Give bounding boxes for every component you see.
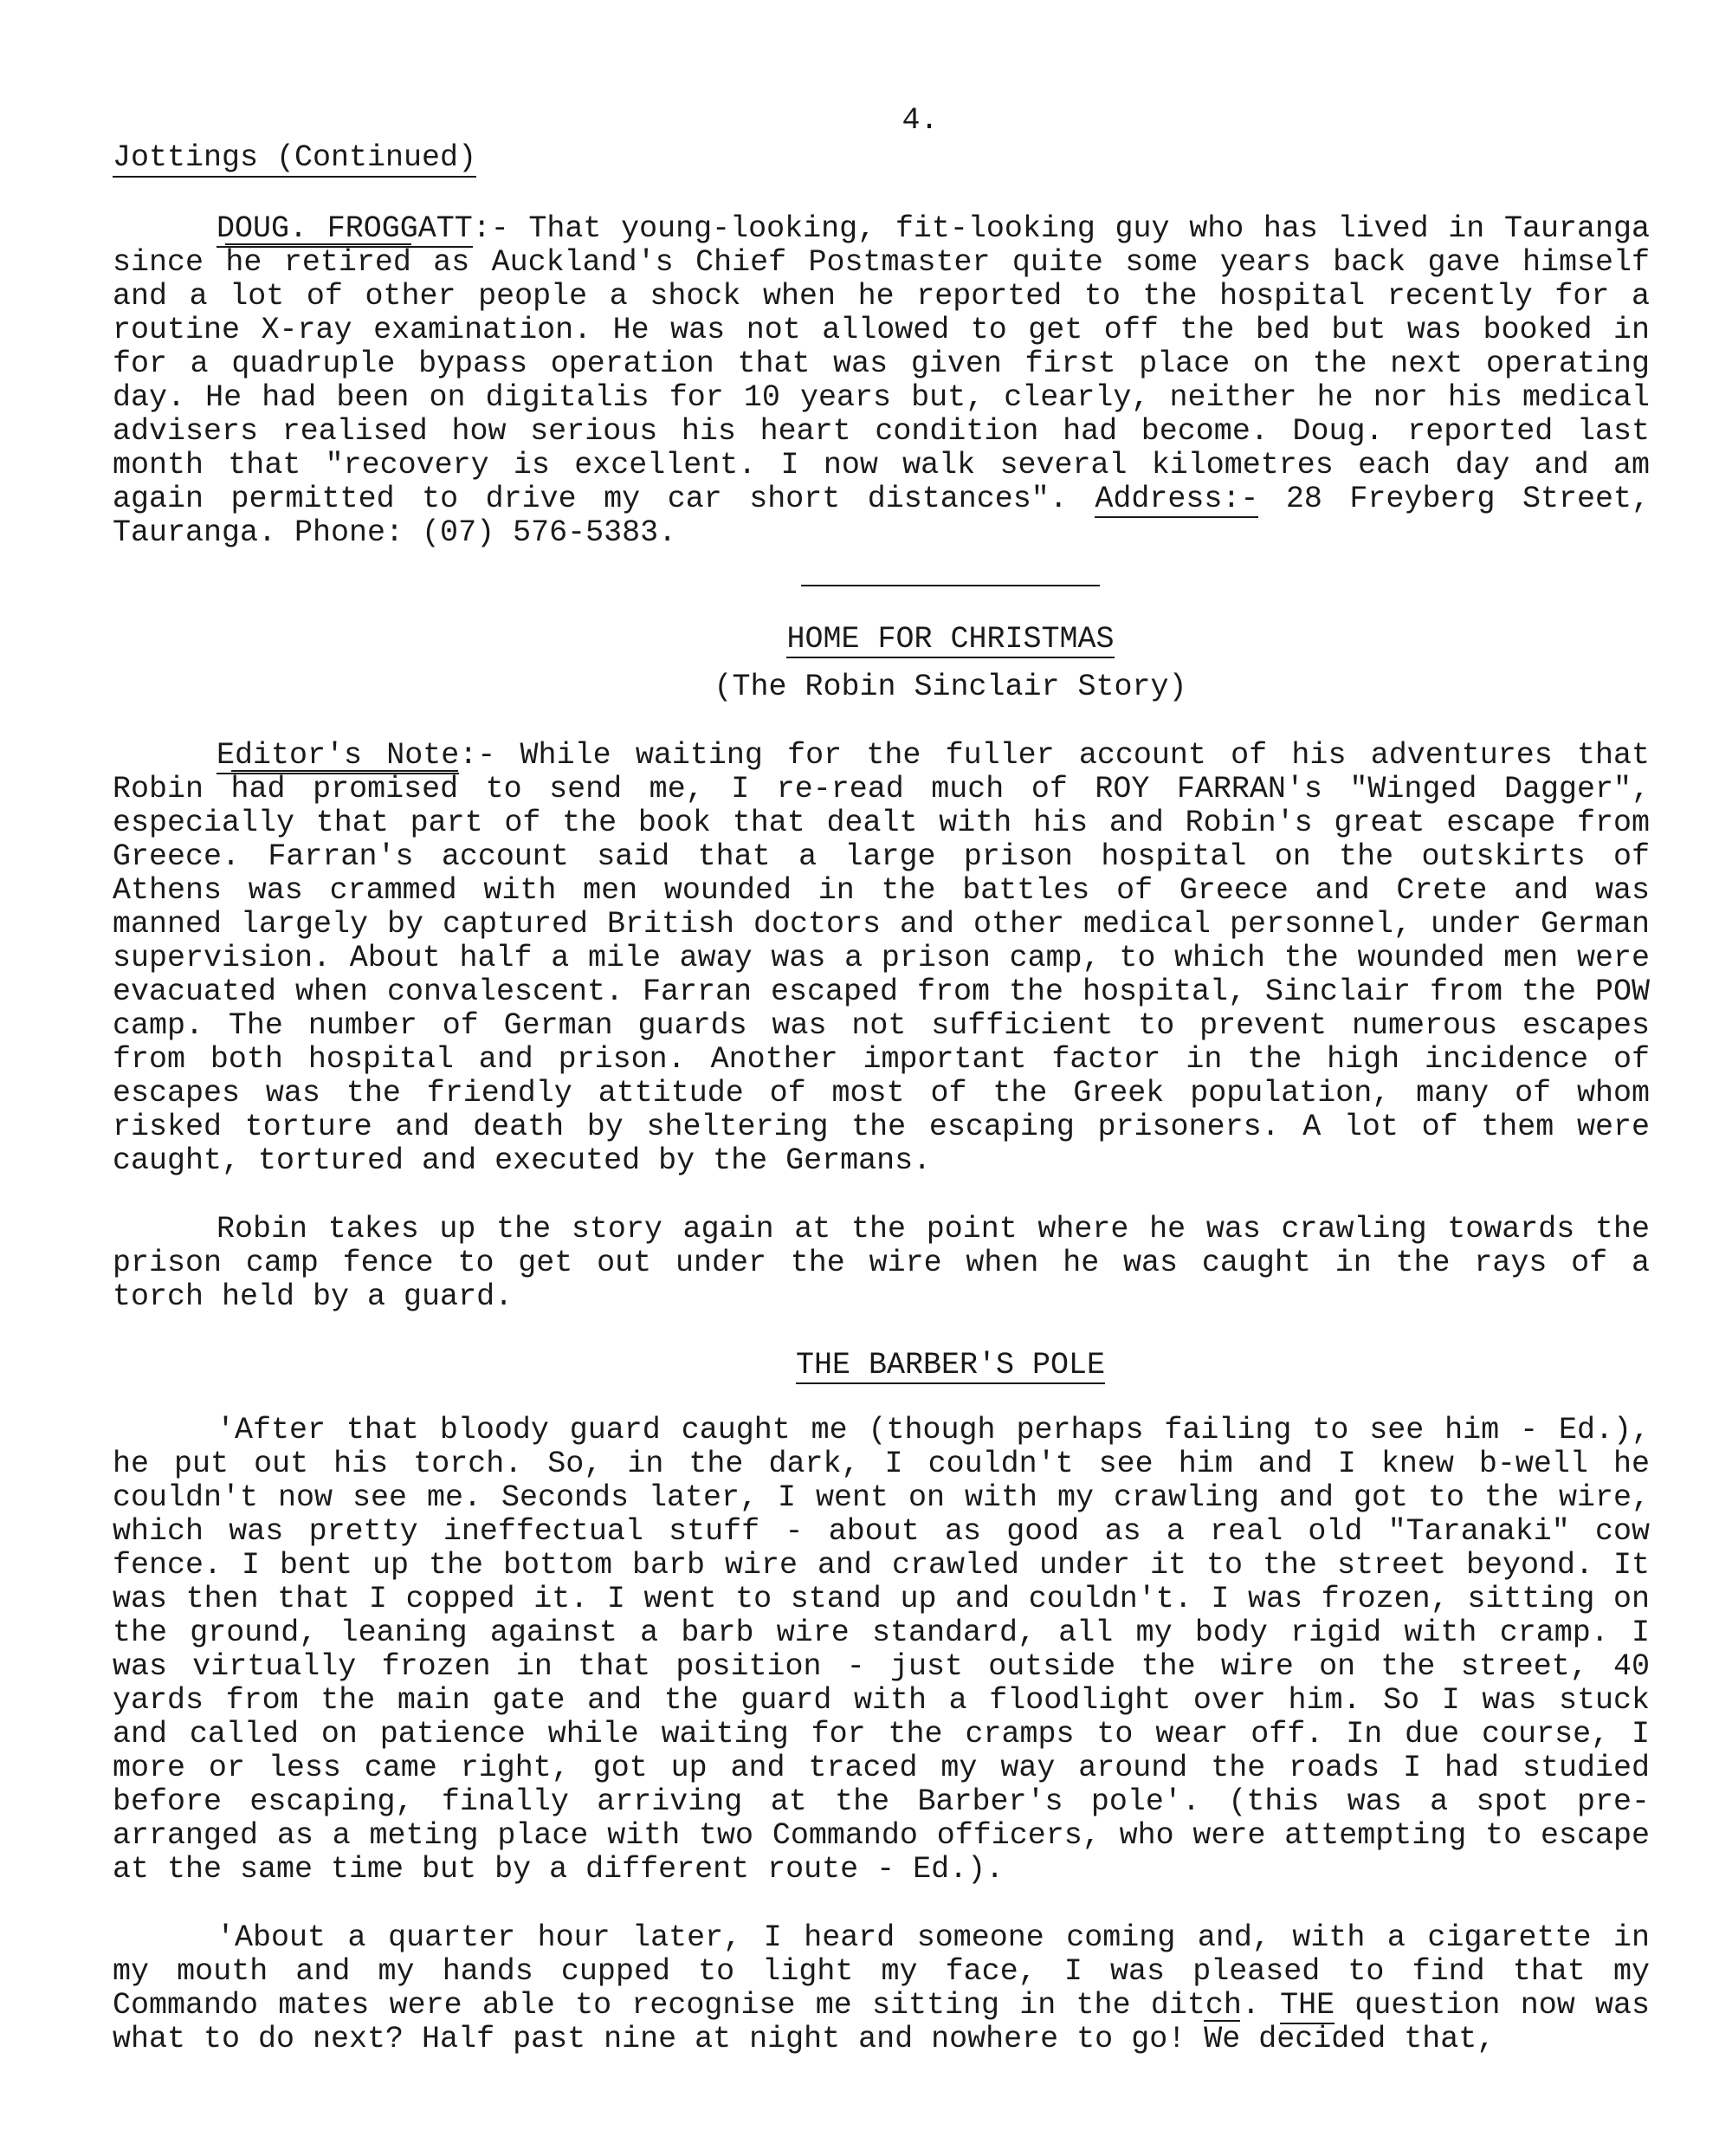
editors-note-promised: had promised	[230, 772, 459, 806]
barber-heading-text: THE BARBER'S POLE	[795, 1348, 1106, 1382]
editors-note-paragraph	[113, 739, 1650, 1178]
robin-paragraph: Robin takes up the story again at the point where he was crawling towards the prison camp fence to get out under the wire when he was caught in the rays of a torch held by a guard.	[113, 1212, 1650, 1314]
barber-p2-we: We	[1204, 2022, 1241, 2056]
barber-heading	[113, 1349, 1650, 1382]
froggatt-address-label: Address:-	[1095, 482, 1259, 516]
section-divider	[801, 585, 1100, 586]
jottings-heading: Jottings (Continued)	[113, 141, 476, 178]
barber-paragraph-1: 'After that bloody guard caught me (though perhaps failing to see him - Ed.), he put out his torch. So, in the dark, I couldn't see him and I knew b-well he couldn't now see me. Seconds later, I went on with my crawling and got to the wire, which was pretty ineffectual stuff - about as good as a real old "Taranaki" cow fence. I bent up the bottom barb wire and crawled under it to the street beyond. It was then that I copped it. I went to stand up and couldn't. I was frozen, sitting on the ground, leaning against a barb wire standard, all my body rigid with cramp. I was virtually frozen in that position - just outside the wire on the street, 40 yards from the main gate and the guard with a floodlight over him. So I was stuck and called on patience while waiting for the cramps to wear off. In due course, I more or less came right, got up and traced my way around the roads I had studied before escaping, finally arriving at the Barber's pole'. (this was a spot pre-arranged as a meting place with two Commando officers, who were attempting to escape at the same time but by a different route - Ed.).	[113, 1413, 1650, 1887]
froggatt-body: as Auckland's Chief Postmaster quite some years back gave himself and a lot of other people a shock when he reported to the hospital recently for a routine X-ray examination. He was not allowed to get off the bed but was booked in for a quadruple bypass operation that was given first place on the next operating day. He had been on digitalis for 10 years but, clearly, neither he nor his medical advisers realised how serious his heart condition had become. Doug. reported last month that "recovery is excellent. I now walk several kilometres each day and am again permitted to drive my car short distances".	[113, 245, 1650, 516]
editors-note-intro: :- While waiting for the fuller account of his adventures that Robin	[113, 738, 1650, 806]
froggatt-paragraph	[113, 212, 1650, 550]
barber-p2-start: 'About a quarter hour later, I heard someone coming and, with a cigarette in my mouth and my hands cupped to light my face, I was pleased to find that my Commando mates were able to recognise me sitting in the ditch.	[113, 1920, 1650, 2023]
story-title	[113, 623, 1650, 657]
froggatt-name: DOUG. FROGGATT	[216, 211, 473, 246]
page-number: 4.	[902, 103, 939, 138]
froggatt-address: 28 Freyberg Street, Tauranga. Phone: (07) 576-5383.	[113, 482, 1651, 550]
editors-note-label: Editor's Note	[216, 738, 460, 773]
story-subtitle: (The Robin Sinclair Story)	[714, 670, 1187, 704]
barber-p2-end: decided that,	[1240, 2022, 1496, 2056]
document-page	[113, 104, 1650, 2056]
editors-note-body: to send me, I re-read much of ROY FARRAN's "Winged Dagger", especially that part of the book that dealt with his and Robin's great escape from Greece. Farran's account said that a large prison hospital on the outskirts of Athens was crammed with men wounded in the battles of Greece and Crete and was manned largely by captured British doctors and other medical personnel, under German supervision. About half a mile away was a prison camp, to which the wounded men were evacuated when convalescent. Farran escaped from the hospital, Sinclair from the POW camp. The number of German guards was not sufficient to prevent numerous escapes from both hospital and prison. Another important factor in the high incidence of escapes was the friendly attitude of most of the Greek population, many of whom risked torture and death by sheltering the escaping prisoners. A lot of them were caught, tortured and executed by the Germans.	[113, 772, 1650, 1178]
barber-p2-the: THE	[1280, 1988, 1335, 2023]
story-title-text: HOME FOR CHRISTMAS	[786, 622, 1115, 657]
barber-p2-mid: question now was what to do next? Half past nine at night and nowhere to go!	[113, 1988, 1650, 2056]
froggatt-intro: :- That young-looking, fit-looking guy who has lived in Tauranga since	[113, 211, 1650, 280]
barber-paragraph-2	[113, 1921, 1650, 2056]
froggatt-retired: he retired	[225, 245, 411, 280]
